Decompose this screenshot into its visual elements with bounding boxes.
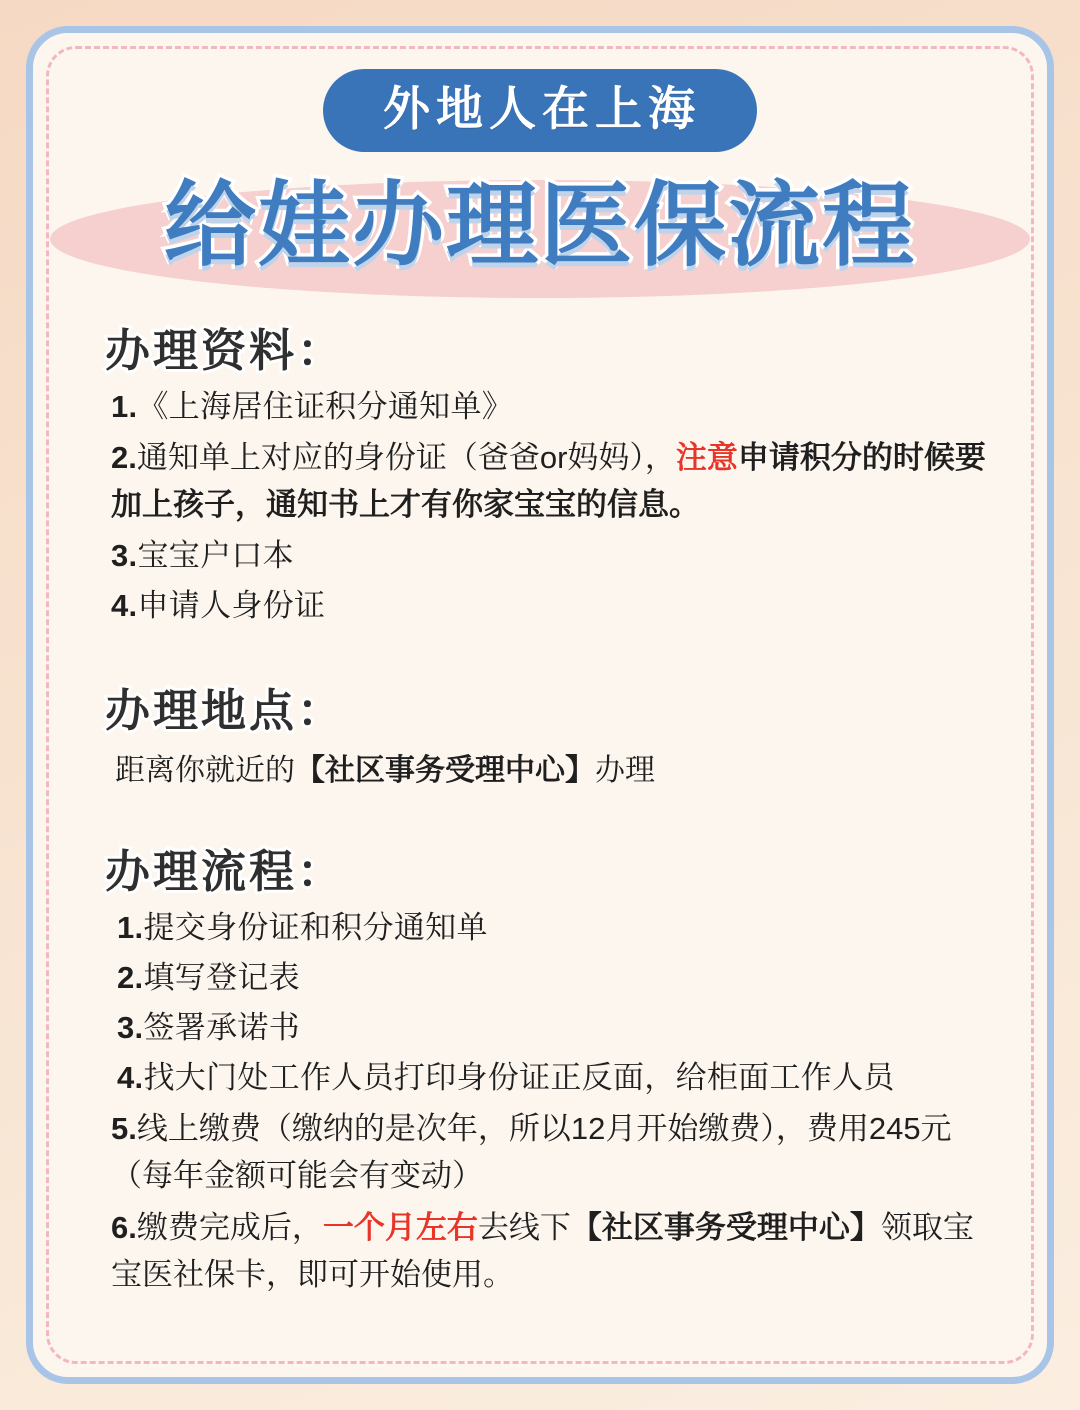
- location-text: [115, 745, 997, 789]
- process-step-6-text-after: 领取宝宝医社保卡，即可开始使用。: [111, 1210, 974, 1292]
- poster-content: [49, 49, 1031, 1361]
- process-step-6: [111, 1205, 997, 1298]
- process-step-3-text: 签署承诺书: [143, 1010, 300, 1046]
- process-step-5-text: 线上缴费（缴纳的是次年，所以12月开始缴费），费用245元（每年金额可能会有变动）: [111, 1111, 952, 1193]
- title-block: [83, 158, 997, 308]
- process-step-2: [117, 956, 997, 1000]
- process-step-4: [117, 1056, 997, 1100]
- process-step-5: [111, 1106, 997, 1199]
- material-item-2-text-after: 申请积分的时候要加上孩子，通知书上才有你家宝宝的信息。: [111, 440, 986, 522]
- process-step-6-highlight: 一个月左右: [322, 1210, 478, 1246]
- section-heading-process: 办理流程：: [105, 846, 346, 898]
- material-item-1: [111, 385, 997, 429]
- badge-row: [83, 69, 997, 152]
- material-item-2-highlight: 注意: [675, 440, 738, 476]
- location-text-after: 办理: [595, 754, 655, 788]
- process-step-2-num: 2.: [117, 960, 144, 996]
- process-step-5-num: 5.: [111, 1111, 137, 1147]
- process-step-2-text: 填写登记表: [143, 960, 300, 996]
- location-emphasis: 【社区事务受理中心】: [295, 754, 595, 788]
- process-step-4-num: 4.: [117, 1060, 144, 1096]
- process-step-1-num: 1.: [117, 910, 144, 946]
- material-item-1-text: 《上海居住证积分通知单》: [137, 389, 514, 424]
- material-item-2-num: 2.: [111, 440, 137, 476]
- process-step-6-num: 6.: [111, 1210, 137, 1246]
- material-item-3-num: 3.: [111, 538, 138, 574]
- inner-dashed-border: [46, 46, 1034, 1364]
- process-step-6-emphasis: 【社区事务受理中心】: [570, 1210, 881, 1246]
- material-item-2: [111, 435, 997, 528]
- process-step-1-text: 提交身份证和积分通知单: [143, 910, 488, 946]
- material-item-3: [111, 534, 997, 578]
- process-step-3: [117, 1006, 997, 1050]
- material-item-4-text: 申请人身份证: [137, 588, 326, 624]
- location-text-before: 距离你就近的: [115, 754, 295, 788]
- material-item-4-num: 4.: [111, 588, 138, 624]
- process-step-6-text-before: 缴费完成后，: [136, 1210, 323, 1246]
- page-title: 给娃办理医保流程: [163, 175, 916, 277]
- section-heading-location: 办理地点：: [105, 685, 346, 737]
- material-item-1-num: 1.: [111, 389, 138, 424]
- process-step-6-text-mid: 去线下: [477, 1210, 571, 1246]
- section-heading-materials: 办理资料：: [105, 325, 346, 376]
- process-step-3-num: 3.: [117, 1010, 144, 1046]
- process-step-1: [117, 906, 997, 950]
- material-item-4: [111, 584, 997, 628]
- process-step-4-text: 找大门处工作人员打印身份证正反面，给柜面工作人员: [143, 1060, 895, 1096]
- material-item-3-text: 宝宝户口本: [137, 538, 294, 574]
- material-item-2-text-before: 通知单上对应的身份证（爸爸or妈妈），: [136, 440, 676, 476]
- header-badge: 外地人在上海: [323, 69, 757, 152]
